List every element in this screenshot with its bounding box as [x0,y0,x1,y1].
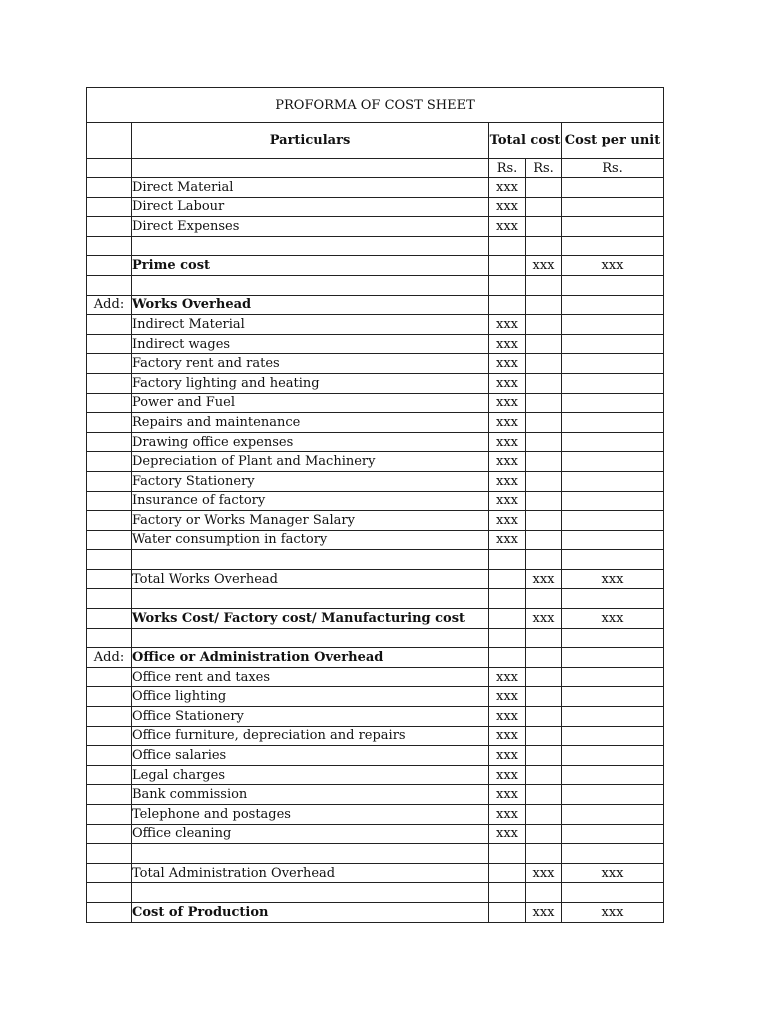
table-row [87,275,664,295]
row-cost-per-unit [562,530,664,550]
row-total-cost-1: xxx [489,413,526,433]
row-total-cost-1 [489,550,526,570]
row-label: Drawing office expenses [132,432,489,452]
table-row [87,373,664,393]
table-row [87,217,664,237]
row-total-cost-2 [526,432,562,452]
row-cost-per-unit [562,275,664,295]
table-row [87,746,664,766]
table-row [87,589,664,609]
row-label [132,589,489,609]
table-row [87,432,664,452]
row-prefix: Add: [87,295,132,315]
row-total-cost-1 [489,628,526,648]
row-prefix [87,550,132,570]
row-total-cost-1: xxx [489,667,526,687]
table-row [87,413,664,433]
row-total-cost-1: xxx [489,511,526,531]
row-cost-per-unit [562,334,664,354]
title-row [87,88,664,123]
table-row [87,785,664,805]
table-row [87,550,664,570]
row-total-cost-2 [526,667,562,687]
row-prefix [87,217,132,237]
row-total-cost-1: xxx [489,432,526,452]
row-total-cost-2 [526,275,562,295]
header-cost-per-unit: Cost per unit [562,123,664,159]
row-total-cost-2 [526,295,562,315]
row-label: Office Stationery [132,707,489,727]
table-row [87,530,664,550]
row-prefix [87,687,132,707]
row-total-cost-1 [489,883,526,903]
cost-sheet-table [86,87,664,923]
row-prefix [87,432,132,452]
row-total-cost-1 [489,295,526,315]
row-total-cost-2: xxx [526,609,562,629]
table-row [87,197,664,217]
row-label: Office or Administration Overhead [132,648,489,668]
row-total-cost-1: xxx [489,530,526,550]
row-total-cost-1: xxx [489,471,526,491]
row-total-cost-2 [526,746,562,766]
table-row [87,569,664,589]
row-prefix [87,354,132,374]
row-total-cost-1 [489,236,526,256]
row-total-cost-1 [489,648,526,668]
sheet-title: PROFORMA OF COST SHEET [87,88,664,123]
row-prefix [87,452,132,472]
row-label: Depreciation of Plant and Machinery [132,452,489,472]
row-total-cost-2: xxx [526,863,562,883]
table-row [87,334,664,354]
table-row [87,628,664,648]
row-total-cost-2 [526,197,562,217]
row-total-cost-1 [489,275,526,295]
row-cost-per-unit [562,805,664,825]
row-prefix [87,589,132,609]
row-cost-per-unit [562,687,664,707]
row-cost-per-unit [562,471,664,491]
row-total-cost-2 [526,550,562,570]
row-label [132,236,489,256]
table-row [87,315,664,335]
row-cost-per-unit [562,197,664,217]
row-total-cost-1: xxx [489,707,526,727]
row-cost-per-unit [562,648,664,668]
row-prefix [87,746,132,766]
row-total-cost-2 [526,178,562,198]
row-total-cost-1 [489,609,526,629]
row-prefix [87,491,132,511]
row-total-cost-1: xxx [489,687,526,707]
row-prefix [87,844,132,864]
row-total-cost-2 [526,452,562,472]
row-total-cost-1 [489,589,526,609]
row-label: Power and Fuel [132,393,489,413]
row-prefix [87,863,132,883]
row-label: Factory rent and rates [132,354,489,374]
row-label: Telephone and postages [132,805,489,825]
row-cost-per-unit [562,178,664,198]
row-prefix [87,511,132,531]
row-prefix [87,197,132,217]
row-cost-per-unit [562,432,664,452]
row-label: Office salaries [132,746,489,766]
table-row [87,452,664,472]
row-total-cost-1: xxx [489,726,526,746]
row-label: Factory or Works Manager Salary [132,511,489,531]
row-prefix [87,628,132,648]
table-row [87,236,664,256]
row-cost-per-unit [562,236,664,256]
row-total-cost-2 [526,687,562,707]
row-label: Works Cost/ Factory cost/ Manufacturing cost [132,609,489,629]
table-row [87,609,664,629]
row-total-cost-1 [489,902,526,922]
row-total-cost-2 [526,491,562,511]
row-prefix [87,726,132,746]
row-cost-per-unit [562,746,664,766]
row-total-cost-1: xxx [489,805,526,825]
row-label: Factory lighting and heating [132,373,489,393]
row-label: Office lighting [132,687,489,707]
row-total-cost-2 [526,883,562,903]
row-total-cost-2 [526,824,562,844]
row-prefix [87,393,132,413]
header-particulars: Particulars [132,123,489,159]
row-cost-per-unit [562,589,664,609]
row-total-cost-1: xxx [489,393,526,413]
row-cost-per-unit [562,354,664,374]
row-total-cost-1: xxx [489,765,526,785]
row-prefix [87,373,132,393]
row-prefix [87,315,132,335]
row-label: Legal charges [132,765,489,785]
row-label: Total Works Overhead [132,569,489,589]
row-label: Repairs and maintenance [132,413,489,433]
row-prefix [87,707,132,727]
row-total-cost-2 [526,707,562,727]
table-row [87,765,664,785]
row-prefix [87,530,132,550]
unit-cost-per-unit: Rs. [562,159,664,178]
row-total-cost-2 [526,530,562,550]
row-prefix [87,824,132,844]
row-total-cost-2 [526,413,562,433]
table-row [87,256,664,276]
header-total-cost: Total cost [489,123,562,159]
table-row [87,883,664,903]
row-total-cost-2 [526,373,562,393]
row-label: Cost of Production [132,902,489,922]
row-label [132,844,489,864]
row-total-cost-2 [526,726,562,746]
row-cost-per-unit [562,628,664,648]
row-cost-per-unit [562,765,664,785]
header-row [87,123,664,159]
table-row [87,687,664,707]
row-total-cost-1: xxx [489,197,526,217]
row-label: Indirect wages [132,334,489,354]
row-total-cost-1: xxx [489,334,526,354]
row-total-cost-2 [526,334,562,354]
row-cost-per-unit: xxx [562,863,664,883]
row-prefix [87,236,132,256]
row-cost-per-unit [562,550,664,570]
row-prefix [87,178,132,198]
table-row [87,648,664,668]
row-prefix [87,805,132,825]
row-total-cost-2 [526,648,562,668]
row-total-cost-1: xxx [489,491,526,511]
row-label [132,550,489,570]
row-cost-per-unit [562,667,664,687]
row-cost-per-unit [562,726,664,746]
row-label: Direct Material [132,178,489,198]
row-prefix [87,471,132,491]
row-total-cost-2 [526,236,562,256]
row-total-cost-2 [526,354,562,374]
table-row [87,707,664,727]
row-total-cost-1 [489,863,526,883]
row-total-cost-1: xxx [489,785,526,805]
row-prefix [87,609,132,629]
row-total-cost-1: xxx [489,746,526,766]
row-cost-per-unit: xxx [562,902,664,922]
units-particulars-cell [132,159,489,178]
row-cost-per-unit: xxx [562,609,664,629]
row-label: Insurance of factory [132,491,489,511]
unit-total-cost-2: Rs. [526,159,562,178]
row-prefix [87,765,132,785]
row-cost-per-unit [562,393,664,413]
row-cost-per-unit [562,511,664,531]
row-total-cost-2 [526,844,562,864]
row-total-cost-1 [489,256,526,276]
table-row [87,511,664,531]
row-label: Total Administration Overhead [132,863,489,883]
row-label [132,883,489,903]
row-prefix [87,256,132,276]
row-total-cost-2 [526,785,562,805]
row-label: Indirect Material [132,315,489,335]
row-total-cost-1: xxx [489,373,526,393]
table-row [87,805,664,825]
row-total-cost-1: xxx [489,452,526,472]
row-label: Office furniture, depreciation and repairs [132,726,489,746]
row-prefix [87,569,132,589]
row-total-cost-1: xxx [489,824,526,844]
row-total-cost-1: xxx [489,217,526,237]
row-total-cost-2 [526,628,562,648]
row-cost-per-unit [562,491,664,511]
table-row [87,178,664,198]
row-total-cost-2 [526,217,562,237]
row-label: Direct Expenses [132,217,489,237]
table-row [87,471,664,491]
row-total-cost-2 [526,765,562,785]
row-cost-per-unit: xxx [562,569,664,589]
row-total-cost-2 [526,393,562,413]
row-total-cost-2 [526,511,562,531]
row-total-cost-2 [526,589,562,609]
row-cost-per-unit [562,452,664,472]
row-cost-per-unit [562,373,664,393]
row-total-cost-2 [526,805,562,825]
row-label: Direct Labour [132,197,489,217]
row-prefix [87,334,132,354]
table-row [87,354,664,374]
row-label [132,628,489,648]
row-cost-per-unit [562,295,664,315]
row-label: Water consumption in factory [132,530,489,550]
unit-total-cost-1: Rs. [489,159,526,178]
row-cost-per-unit [562,785,664,805]
row-prefix [87,902,132,922]
table-row [87,844,664,864]
row-total-cost-1: xxx [489,315,526,335]
row-cost-per-unit [562,824,664,844]
row-prefix: Add: [87,648,132,668]
row-cost-per-unit [562,844,664,864]
table-row [87,393,664,413]
row-label: Works Overhead [132,295,489,315]
units-prefix-cell [87,159,132,178]
row-prefix [87,667,132,687]
row-cost-per-unit [562,217,664,237]
row-label [132,275,489,295]
table-row [87,726,664,746]
row-total-cost-1: xxx [489,354,526,374]
table-row [87,863,664,883]
row-label: Factory Stationery [132,471,489,491]
row-label: Prime cost [132,256,489,276]
row-cost-per-unit: xxx [562,256,664,276]
row-label: Office cleaning [132,824,489,844]
row-cost-per-unit [562,413,664,433]
row-total-cost-1 [489,844,526,864]
row-total-cost-2: xxx [526,569,562,589]
header-prefix-cell [87,123,132,159]
units-row [87,159,664,178]
row-label: Bank commission [132,785,489,805]
table-row [87,491,664,511]
row-total-cost-2 [526,471,562,491]
table-row [87,824,664,844]
row-total-cost-1 [489,569,526,589]
row-cost-per-unit [562,883,664,903]
row-prefix [87,883,132,903]
table-row [87,295,664,315]
table-row [87,902,664,922]
row-prefix [87,785,132,805]
row-total-cost-2: xxx [526,256,562,276]
row-cost-per-unit [562,707,664,727]
row-total-cost-2 [526,315,562,335]
row-cost-per-unit [562,315,664,335]
row-total-cost-1: xxx [489,178,526,198]
row-prefix [87,413,132,433]
row-total-cost-2: xxx [526,902,562,922]
row-prefix [87,275,132,295]
row-label: Office rent and taxes [132,667,489,687]
table-row [87,667,664,687]
